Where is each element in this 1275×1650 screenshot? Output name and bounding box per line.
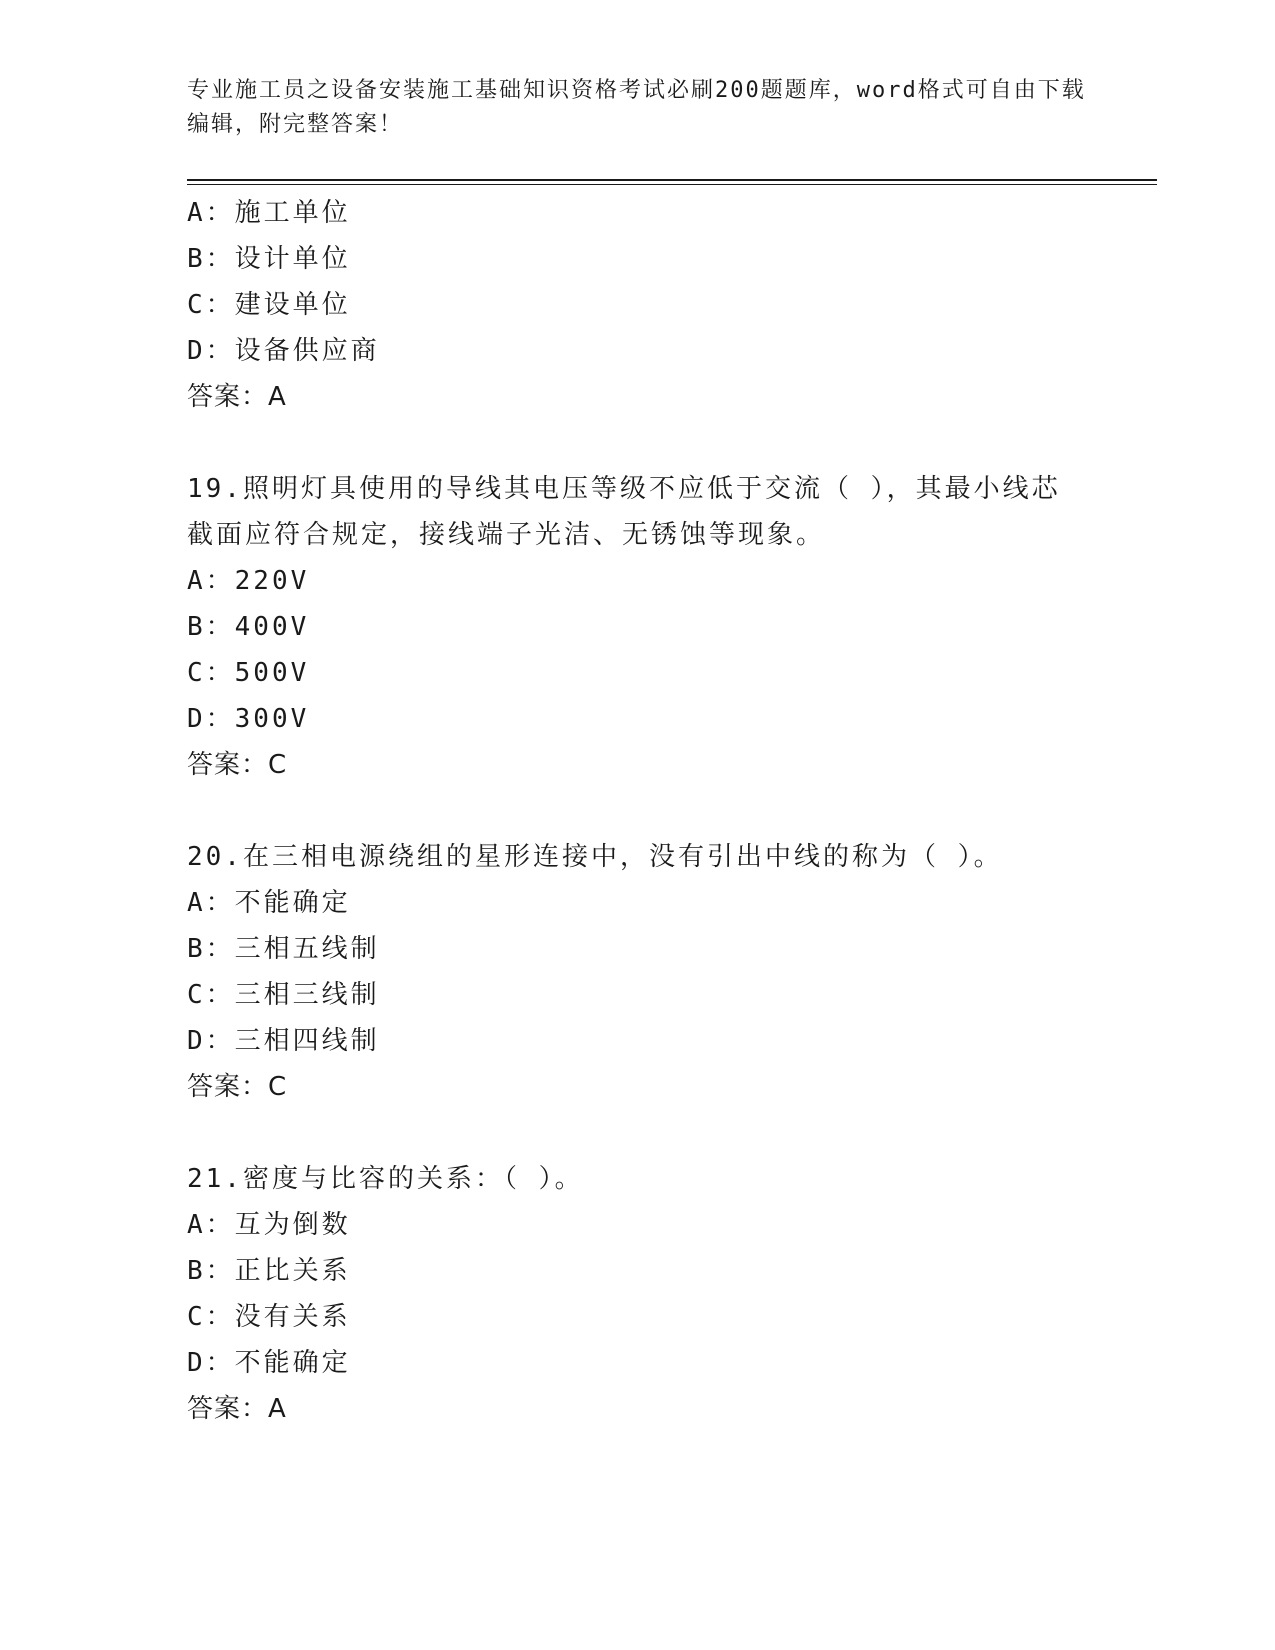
spacer — [187, 788, 1087, 834]
option-a: A：不能确定 — [187, 888, 351, 918]
option-a: A：施工单位 — [187, 198, 351, 228]
option-c: C：500V — [187, 658, 310, 688]
question-stem: 20.在三相电源绕组的星形连接中，没有引出中线的称为（ ）。 — [187, 842, 1003, 872]
question-item — [187, 190, 1087, 420]
option-b: B：正比关系 — [187, 1256, 351, 1286]
option-a: A：220V — [187, 566, 310, 596]
question-item — [187, 834, 1087, 1110]
spacer — [187, 420, 1087, 466]
option-b: B：400V — [187, 612, 310, 642]
option-b: B：设计单位 — [187, 244, 351, 274]
option-c: C：三相三线制 — [187, 980, 380, 1010]
question-stem: 21.密度与比容的关系：（ ）。 — [187, 1164, 584, 1194]
answer-line: 答案：C — [187, 750, 288, 780]
header-divider-thick — [187, 179, 1157, 181]
option-d: D：不能确定 — [187, 1348, 351, 1378]
option-a: A：互为倒数 — [187, 1210, 351, 1240]
question-item — [187, 1156, 1087, 1432]
option-d: D：三相四线制 — [187, 1026, 380, 1056]
option-c: C：没有关系 — [187, 1302, 351, 1332]
option-d: D：300V — [187, 704, 310, 734]
question-item — [187, 466, 1087, 788]
option-d: D：设备供应商 — [187, 336, 380, 366]
header-divider-thin — [187, 184, 1157, 185]
question-list — [187, 190, 1087, 1432]
answer-line: 答案：A — [187, 1394, 287, 1424]
option-b: B：三相五线制 — [187, 934, 380, 964]
answer-line: 答案：A — [187, 382, 287, 412]
answer-line: 答案：C — [187, 1072, 288, 1102]
spacer — [187, 1110, 1087, 1156]
question-stem: 19.照明灯具使用的导线其电压等级不应低于交流（ ），其最小线芯截面应符合规定，接线端子光洁、无锈蚀等现象。 — [187, 474, 1061, 550]
option-c: C：建设单位 — [187, 290, 351, 320]
document-header: 专业施工员之设备安装施工基础知识资格考试必刷200题题库，word格式可自由下载编辑，附完整答案！ — [187, 78, 1086, 137]
